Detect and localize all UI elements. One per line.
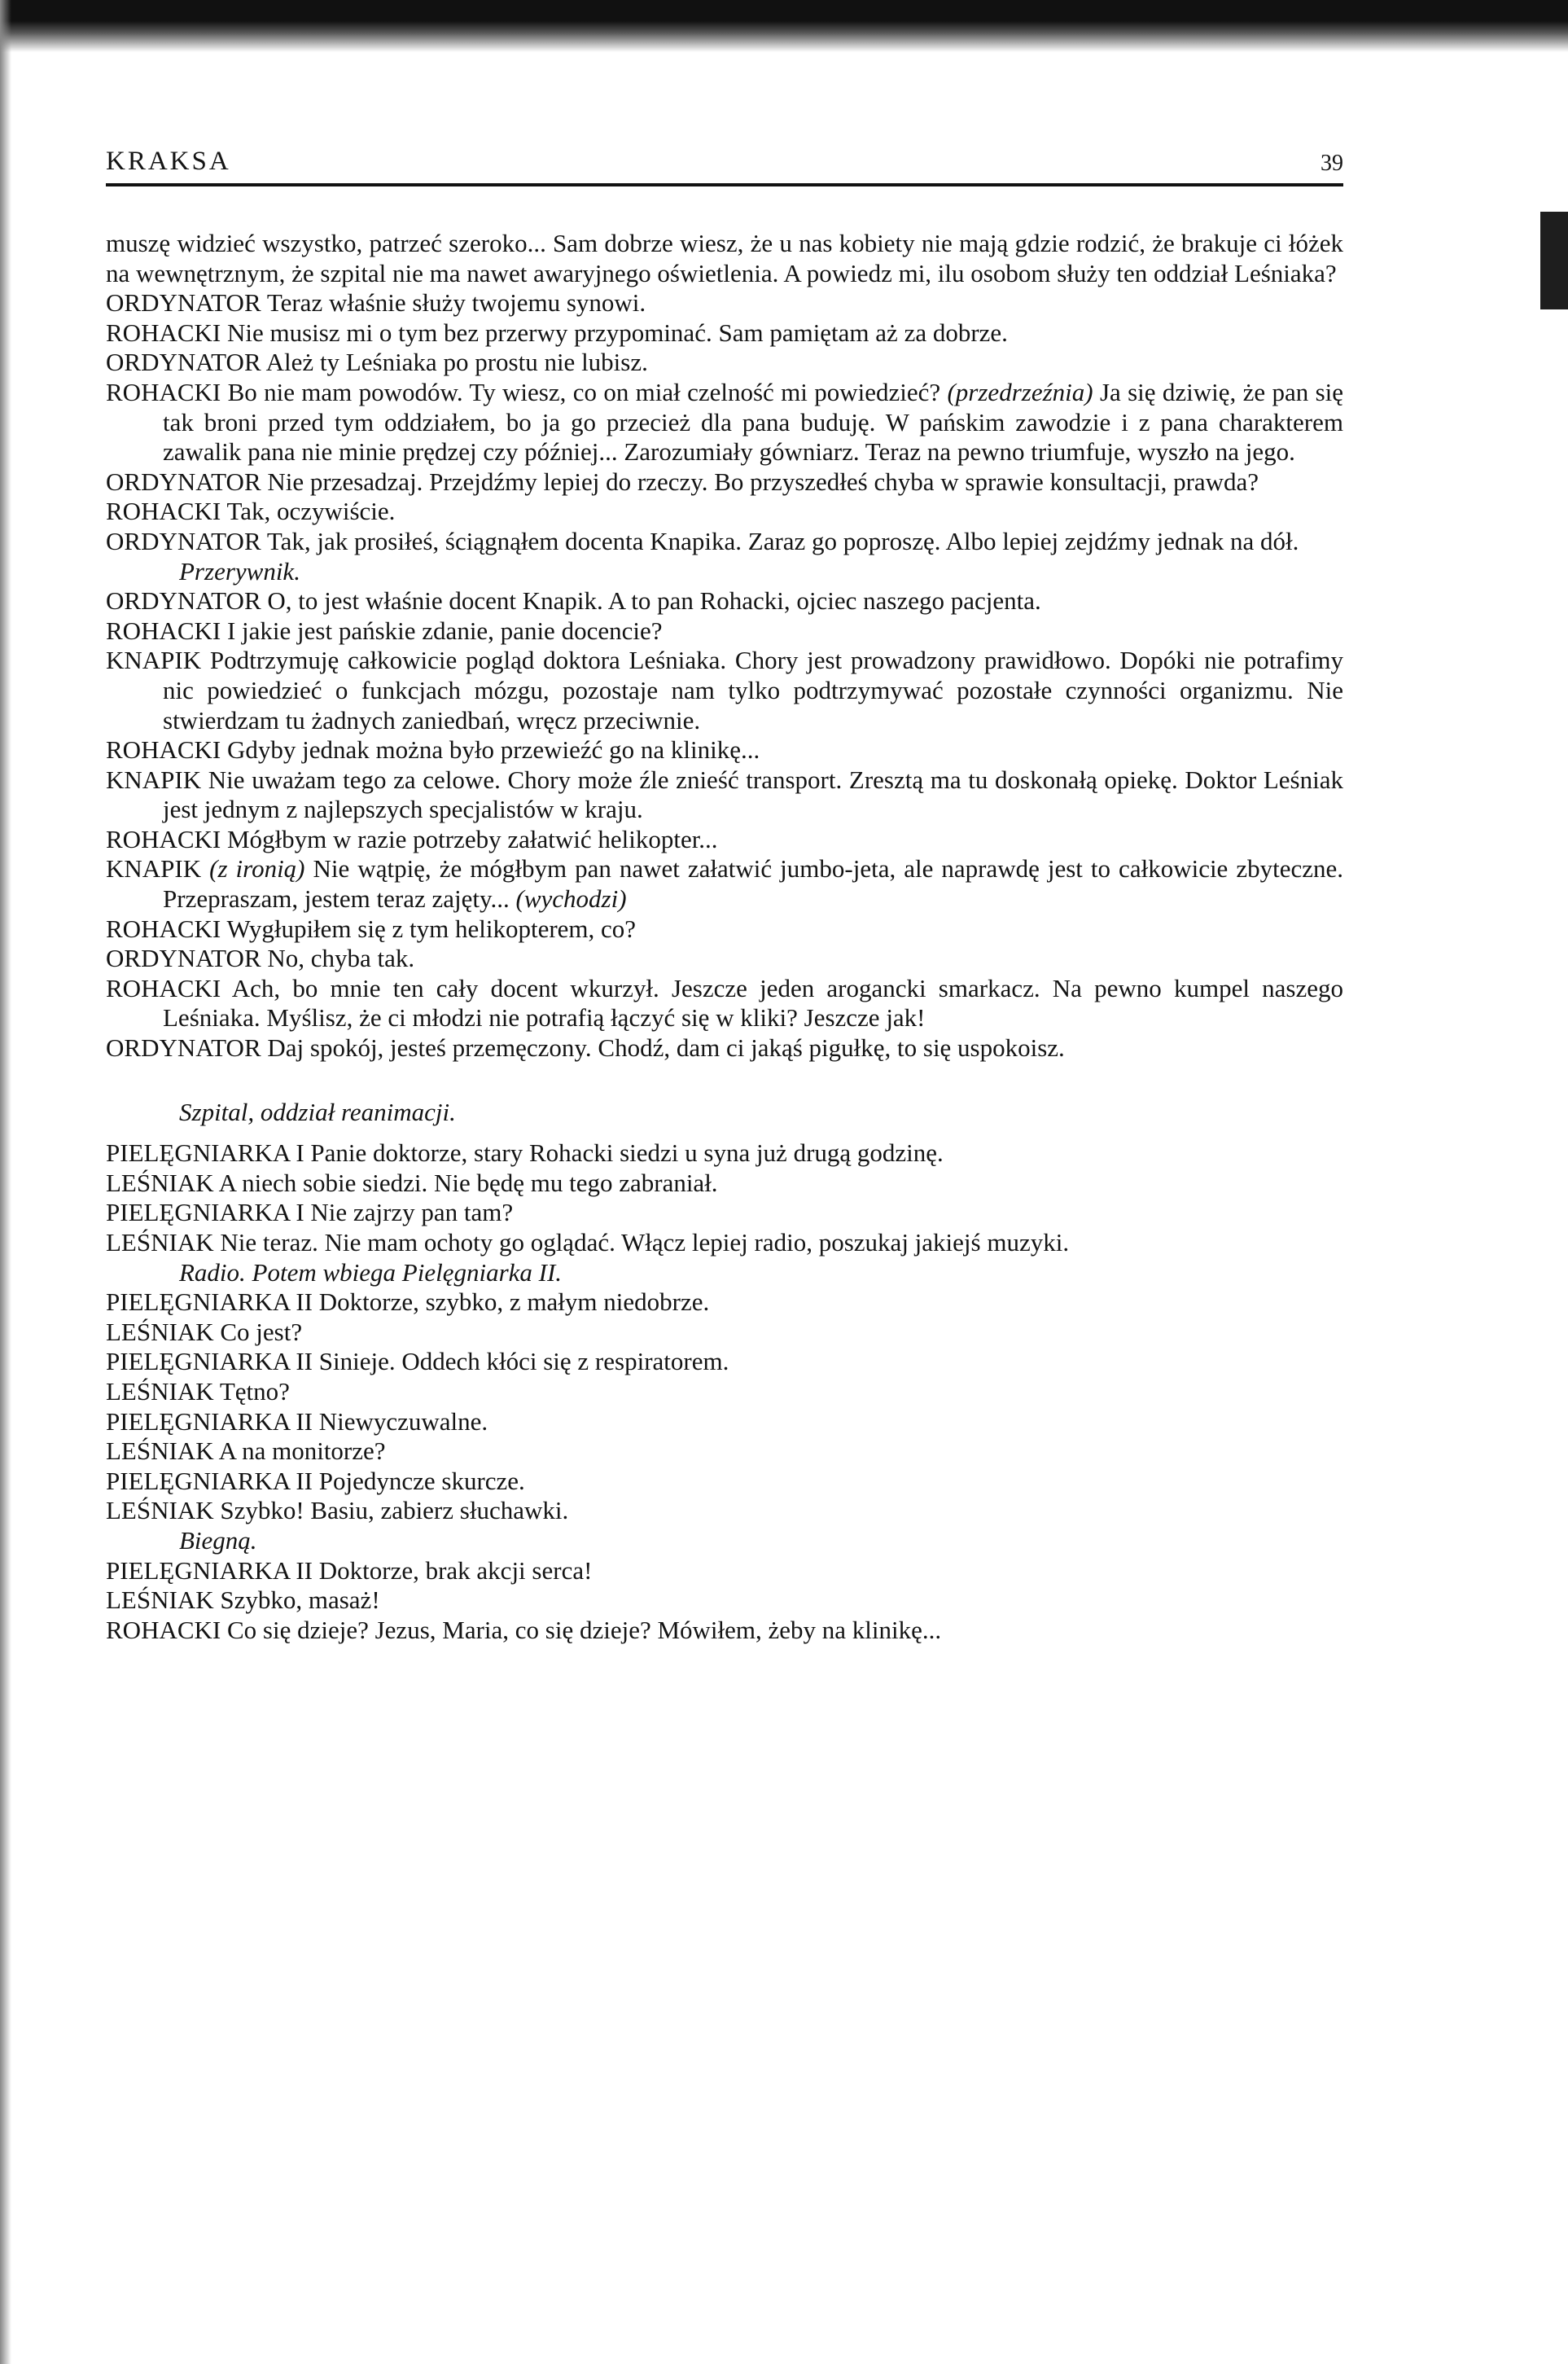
speaker-name: ORDYNATOR [106, 526, 261, 555]
dialogue-line [106, 288, 1343, 318]
inline-direction: (przedrzeźnia) [947, 377, 1093, 406]
speech-text: Nie teraz. Nie mam ochoty go oglądać. Włącz lepiej radio, poszukaj jakiejś muzyki. [220, 1228, 1070, 1257]
dialogue-text [106, 229, 1343, 1645]
running-head [106, 147, 1343, 186]
dialogue-line [106, 467, 1343, 498]
dialogue-line [106, 497, 1343, 527]
speaker-name: ORDYNATOR [106, 944, 261, 973]
speaker-name: PIELĘGNIARKA II [106, 1287, 313, 1317]
dialogue-line [106, 974, 1343, 1033]
speaker-name: LEŚNIAK [106, 1376, 214, 1406]
speaker-name: ORDYNATOR [106, 348, 261, 377]
dialogue-line [106, 1467, 1343, 1497]
speech-text: Nie uważam tego za celowe. Chory może źle znieść transport. Zresztą ma tu doskonałą opiekę. Doktor Leśniak jest jednym z najlepszych specjalistów w kraju. [163, 765, 1343, 824]
speech-text: Niewyczuwalne. [318, 1406, 488, 1436]
speaker-name: KNAPIK [106, 854, 202, 884]
speaker-name: LEŚNIAK [106, 1228, 214, 1257]
speaker-name: ROHACKI [106, 1615, 221, 1644]
speaker-name: PIELĘGNIARKA II [106, 1555, 313, 1585]
speech-text: Doktorze, szybko, z małym niedobrze. [318, 1287, 710, 1317]
dialogue-line [106, 1616, 1343, 1646]
dialogue-line [106, 1377, 1343, 1407]
scan-right-blot [1540, 212, 1568, 309]
scan-top-edge [0, 0, 1568, 52]
dialogue-line [106, 1407, 1343, 1437]
stage-direction-text: Przerywnik. [179, 556, 300, 586]
dialogue-line [106, 1198, 1343, 1228]
speaker-name: ORDYNATOR [106, 288, 261, 318]
dialogue-line [106, 646, 1343, 735]
running-title: KRAKSA [106, 147, 231, 176]
stage-direction-text: Radio. Potem wbiega Pielęgniarka II. [179, 1257, 563, 1287]
speaker-name: LEŚNIAK [106, 1436, 214, 1466]
speaker-name: ROHACKI [106, 735, 221, 765]
speech-text: Nie zajrzy pan tam? [310, 1198, 514, 1227]
speech-text: Szybko, masaż! [220, 1586, 380, 1615]
stage-direction-text: Szpital, oddział reanimacji. [179, 1097, 456, 1126]
dialogue-line [106, 1586, 1343, 1616]
speech-text: Daj spokój, jesteś przemęczony. Chodź, dam ci jakąś pigułkę, to się uspokoisz. [267, 1033, 1065, 1063]
speaker-name: PIELĘGNIARKA I [106, 1138, 304, 1168]
speech-text: A na monitorze? [218, 1436, 386, 1466]
speech-text: Ja się dziwię, że pan się tak broni przed tym oddziałem, bo ja go przecież dla pana buduję. W pańskim zawodzie i z pana charakterem zawalik pana nie minie prędzej czy później... Zarozumiały gówniarz. Teraz na pewno triumfuje, wyszło na jego. [163, 377, 1344, 467]
speaker-name: ORDYNATOR [106, 1033, 261, 1063]
speaker-name: PIELĘGNIARKA II [106, 1406, 313, 1436]
dialogue-line [106, 348, 1343, 378]
speech-text: Tętno? [219, 1376, 290, 1406]
dialogue-line [106, 1228, 1343, 1258]
dialogue-line [106, 1556, 1343, 1586]
dialogue-line [106, 318, 1343, 349]
dialogue-line [106, 527, 1343, 557]
speaker-name: LEŚNIAK [106, 1317, 214, 1346]
speaker-name: PIELĘGNIARKA I [106, 1198, 304, 1227]
stage-direction [106, 1098, 1343, 1128]
dialogue-line [106, 944, 1343, 974]
stage-direction [106, 1526, 1343, 1556]
inline-direction: (wychodzi) [515, 884, 627, 914]
dialogue-line [106, 765, 1343, 825]
speech-text: Podtrzymuję całkowicie pogląd doktora Leśniaka. Chory jest prowadzony prawidłowo. Dopóki nie potrafimy nic powiedzieć o funkcjach mózgu, pozostaje nam tylko podtrzymywać pozostałe czynności organizmu. Nie stwierdzam tu żadnych zaniedbań, wręcz przeciwnie. [163, 646, 1343, 735]
dialogue-line [106, 1169, 1343, 1199]
stage-direction [106, 557, 1343, 587]
speech-text: Co się dzieje? Jezus, Maria, co się dzieje? Mówiłem, żeby na klinikę... [226, 1615, 942, 1644]
speech-text: Pojedyncze skurcze. [318, 1466, 525, 1495]
dialogue-line [106, 1347, 1343, 1377]
dialogue-line [106, 914, 1343, 945]
dialogue-line [106, 1436, 1343, 1467]
dialogue-line [106, 825, 1343, 855]
speech-text: Gdyby jednak można było przewieźć go na klinikę... [226, 735, 760, 765]
stage-direction-text: Biegną. [179, 1525, 257, 1555]
speech-text: Co jest? [220, 1317, 303, 1346]
speech-text: Tak, oczywiście. [226, 497, 396, 526]
speaker-name: KNAPIK [106, 765, 202, 794]
dialogue-line [106, 735, 1343, 765]
speech-text: A niech sobie siedzi. Nie będę mu tego zabraniał. [218, 1168, 718, 1197]
speech-text: Ależ ty Leśniaka po prostu nie lubisz. [265, 348, 648, 377]
book-page [106, 147, 1343, 1645]
dialogue-line [106, 1496, 1343, 1526]
page-number: 39 [1321, 151, 1343, 176]
dialogue-line [106, 1033, 1343, 1064]
speech-text: muszę widzieć wszystko, patrzeć szeroko... Sam dobrze wiesz, że u nas kobiety nie mają gdzie rodzić, że brakuje ci łóżek na wewnętrznym, że szpital nie ma nawet awaryjnego oświetlenia. A powiedz mi, ilu osobom służy ten oddział Leśniaka? [106, 229, 1343, 287]
speech-text: Nie wątpię, że mógłbym pan nawet załatwić jumbo-jeta, ale naprawdę jest to całkowicie zbyteczne. Przepraszam, jestem teraz zajęty... [163, 854, 1343, 914]
speech-text: No, chyba tak. [267, 944, 415, 973]
speech-text: Sinieje. Oddech kłóci się z respiratorem. [318, 1347, 729, 1376]
dialogue-line [106, 854, 1343, 914]
speaker-name: ROHACKI [106, 377, 221, 406]
speaker-name: ROHACKI [106, 616, 221, 645]
dialogue-line [106, 1287, 1343, 1318]
speaker-name: ROHACKI [106, 318, 221, 347]
speaker-name: LEŚNIAK [106, 1168, 214, 1197]
speaker-name: ORDYNATOR [106, 467, 261, 496]
speaker-name: KNAPIK [106, 646, 202, 675]
speaker-name: PIELĘGNIARKA II [106, 1347, 313, 1376]
scan-left-edge [0, 0, 11, 2364]
speech-text: Wygłupiłem się z tym helikopterem, co? [226, 914, 637, 943]
speaker-name: ROHACKI [106, 914, 221, 943]
speech-text: Nie musisz mi o tym bez przerwy przypominać. Sam pamiętam aż za dobrze. [226, 318, 1008, 347]
speech-text: Panie doktorze, stary Rohacki siedzi u syna już drugą godzinę. [310, 1138, 944, 1168]
speech-text: Teraz właśnie służy twojemu synowi. [266, 288, 646, 318]
speaker-name: ROHACKI [106, 973, 221, 1002]
dialogue-line [106, 1318, 1343, 1348]
speech-text: I jakie jest pańskie zdanie, panie docencie? [226, 616, 663, 645]
speaker-name: ORDYNATOR [106, 586, 261, 616]
speech-text: Ach, bo mnie ten cały docent wkurzył. Jeszcze jeden arogancki smarkacz. Na pewno kumpel naszego Leśniaka. Myślisz, że ci młodzi nie potrafią łączyć się w kliki? Jeszcze jak! [163, 973, 1344, 1033]
speech-text: Nie przesadzaj. Przejdźmy lepiej do rzeczy. Bo przyszedłeś chyba w sprawie konsultacji, prawda? [267, 467, 1259, 496]
speech-text: Mógłbym w razie potrzeby załatwić helikopter... [226, 824, 718, 853]
speaker-name: ROHACKI [106, 824, 221, 853]
dialogue-line [106, 1138, 1343, 1169]
speaker-name: LEŚNIAK [106, 1586, 214, 1615]
stage-direction [106, 1258, 1343, 1288]
dialogue-line [106, 616, 1343, 647]
speaker-name: PIELĘGNIARKA II [106, 1466, 313, 1495]
speech-text: Tak, jak prosiłeś, ściągnąłem docenta Knapika. Zaraz go poproszę. Albo lepiej zejdźmy jednak na dół. [266, 526, 1299, 555]
speaker-name: LEŚNIAK [106, 1496, 214, 1525]
speech-text: Doktorze, brak akcji serca! [318, 1555, 593, 1585]
speech-text: O, to jest właśnie docent Knapik. A to pan Rohacki, ojciec naszego pacjenta. [267, 586, 1041, 616]
dialogue-line [106, 586, 1343, 616]
dialogue-line [106, 378, 1343, 467]
speaker-name: ROHACKI [106, 497, 221, 526]
inline-direction: (z ironią) [209, 854, 305, 884]
dialogue-continuation [106, 229, 1343, 288]
speech-text: Bo nie mam powodów. Ty wiesz, co on miał czelność mi powiedzieć? [227, 377, 941, 406]
speech-text: Szybko! Basiu, zabierz słuchawki. [220, 1496, 569, 1525]
